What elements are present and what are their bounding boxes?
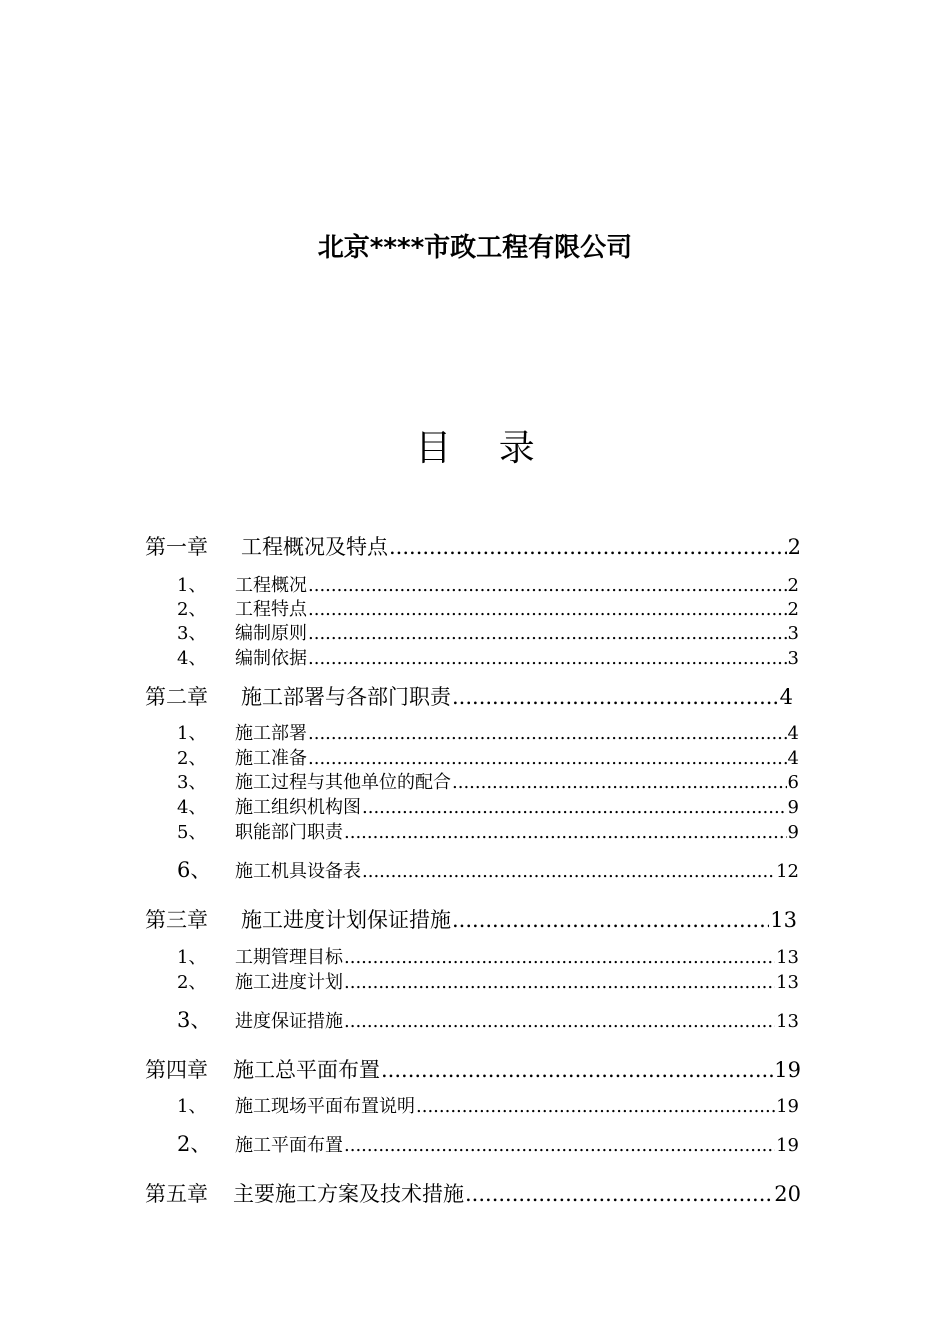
section-title: 施工进度计划 xyxy=(235,972,343,993)
page-number: 12 xyxy=(776,861,799,882)
section-number: 3、 xyxy=(177,623,207,644)
dot-leader xyxy=(308,747,787,771)
page-number: 19 xyxy=(776,1096,799,1117)
toc-chapter-1[interactable] xyxy=(145,532,801,562)
toc-section-2-2[interactable] xyxy=(177,747,799,771)
section-number: 2、 xyxy=(177,748,207,769)
dot-leader xyxy=(389,532,787,562)
toc-chapter-3[interactable] xyxy=(145,905,797,935)
section-number: 5、 xyxy=(177,822,207,843)
section-number: 2、 xyxy=(177,972,207,993)
chapter-number: 第三章 xyxy=(145,908,208,932)
page-number: 2 xyxy=(787,575,799,596)
section-number: 3、 xyxy=(177,772,207,793)
section-number: 4、 xyxy=(177,648,207,669)
section-title: 施工机具设备表 xyxy=(235,861,361,882)
section-number: 2、 xyxy=(177,599,207,620)
page-number: 2 xyxy=(787,599,799,620)
page-number: 6 xyxy=(787,772,799,793)
page-number: 19 xyxy=(776,1135,799,1156)
toc-chapter-4[interactable] xyxy=(145,1055,801,1085)
chapter-number: 第一章 xyxy=(145,535,208,559)
chapter-number: 第五章 xyxy=(145,1182,208,1206)
toc-section-2-1[interactable] xyxy=(177,722,799,746)
page-number: 3 xyxy=(787,623,799,644)
section-number: 1、 xyxy=(177,947,207,968)
section-title: 编制依据 xyxy=(235,648,307,669)
dot-leader xyxy=(452,905,769,935)
section-title: 施工准备 xyxy=(235,748,307,769)
dot-leader xyxy=(452,771,787,795)
section-title: 编制原则 xyxy=(235,623,307,644)
page-number: 4 xyxy=(787,723,799,744)
section-title: 工期管理目标 xyxy=(235,947,343,968)
page-number: 4 xyxy=(779,685,793,709)
chapter-title: 施工总平面布置 xyxy=(233,1058,380,1082)
toc-section-3-2[interactable] xyxy=(177,971,799,995)
dot-leader xyxy=(308,722,787,746)
section-number: 6、 xyxy=(177,858,212,882)
page-number: 2 xyxy=(787,535,801,559)
section-title: 施工平面布置 xyxy=(235,1135,343,1156)
chapter-number: 第四章 xyxy=(145,1058,208,1082)
dot-leader xyxy=(452,682,779,712)
chapter-title: 施工进度计划保证措施 xyxy=(241,908,451,932)
company-name: 北京****市政工程有限公司 xyxy=(317,233,633,263)
section-number: 1、 xyxy=(177,1096,207,1117)
dot-leader xyxy=(344,1134,775,1158)
chapter-title: 主要施工方案及技术措施 xyxy=(233,1182,464,1206)
section-title: 工程概况 xyxy=(235,575,307,596)
dot-leader xyxy=(308,574,787,598)
section-title: 进度保证措施 xyxy=(235,1011,343,1032)
section-number: 2、 xyxy=(177,1132,212,1156)
section-title: 施工组织机构图 xyxy=(235,797,361,818)
chapter-title: 工程概况及特点 xyxy=(241,535,388,559)
toc-section-4-2[interactable] xyxy=(177,1132,799,1158)
dot-leader xyxy=(362,860,775,884)
toc-section-1-4[interactable] xyxy=(177,647,799,671)
toc-section-2-3[interactable] xyxy=(177,771,799,795)
toc-section-1-1[interactable] xyxy=(177,574,799,598)
dot-leader xyxy=(465,1179,773,1209)
page-number: 13 xyxy=(776,972,799,993)
dot-leader xyxy=(344,946,775,970)
toc-section-3-1[interactable] xyxy=(177,946,799,970)
section-title: 施工现场平面布置说明 xyxy=(235,1096,415,1117)
page-number: 4 xyxy=(787,748,799,769)
chapter-title: 施工部署与各部门职责 xyxy=(241,685,451,709)
page-number: 20 xyxy=(774,1182,801,1206)
toc-section-1-2[interactable] xyxy=(177,598,799,622)
dot-leader xyxy=(381,1055,773,1085)
section-number: 1、 xyxy=(177,723,207,744)
toc-section-1-3[interactable] xyxy=(177,622,799,646)
dot-leader xyxy=(308,622,787,646)
section-number: 4、 xyxy=(177,797,207,818)
toc-chapter-5[interactable] xyxy=(145,1179,801,1209)
dot-leader xyxy=(308,647,787,671)
chapter-number: 第二章 xyxy=(145,685,208,709)
page-number: 9 xyxy=(787,822,799,843)
page-number: 13 xyxy=(770,908,797,932)
dot-leader xyxy=(344,1010,775,1034)
toc-section-2-5[interactable] xyxy=(177,821,799,845)
dot-leader xyxy=(344,821,787,845)
section-title: 职能部门职责 xyxy=(235,822,343,843)
page-number: 3 xyxy=(787,648,799,669)
section-number: 3、 xyxy=(177,1008,212,1032)
page-number: 13 xyxy=(776,947,799,968)
page-number: 9 xyxy=(787,797,799,818)
section-number: 1、 xyxy=(177,575,207,596)
toc-title: 目 录 xyxy=(415,428,553,469)
page-number: 13 xyxy=(776,1011,799,1032)
section-title: 施工过程与其他单位的配合 xyxy=(235,772,451,793)
dot-leader xyxy=(362,796,787,820)
toc-chapter-2[interactable] xyxy=(145,682,793,712)
toc-section-2-4[interactable] xyxy=(177,796,799,820)
page-number: 19 xyxy=(774,1058,801,1082)
toc-section-3-3[interactable] xyxy=(177,1008,799,1034)
section-title: 施工部署 xyxy=(235,723,307,744)
section-title: 工程特点 xyxy=(235,599,307,620)
toc-section-2-6[interactable] xyxy=(177,858,799,884)
dot-leader xyxy=(344,971,775,995)
toc-section-4-1[interactable] xyxy=(177,1095,799,1119)
dot-leader xyxy=(308,598,787,622)
dot-leader xyxy=(416,1095,775,1119)
